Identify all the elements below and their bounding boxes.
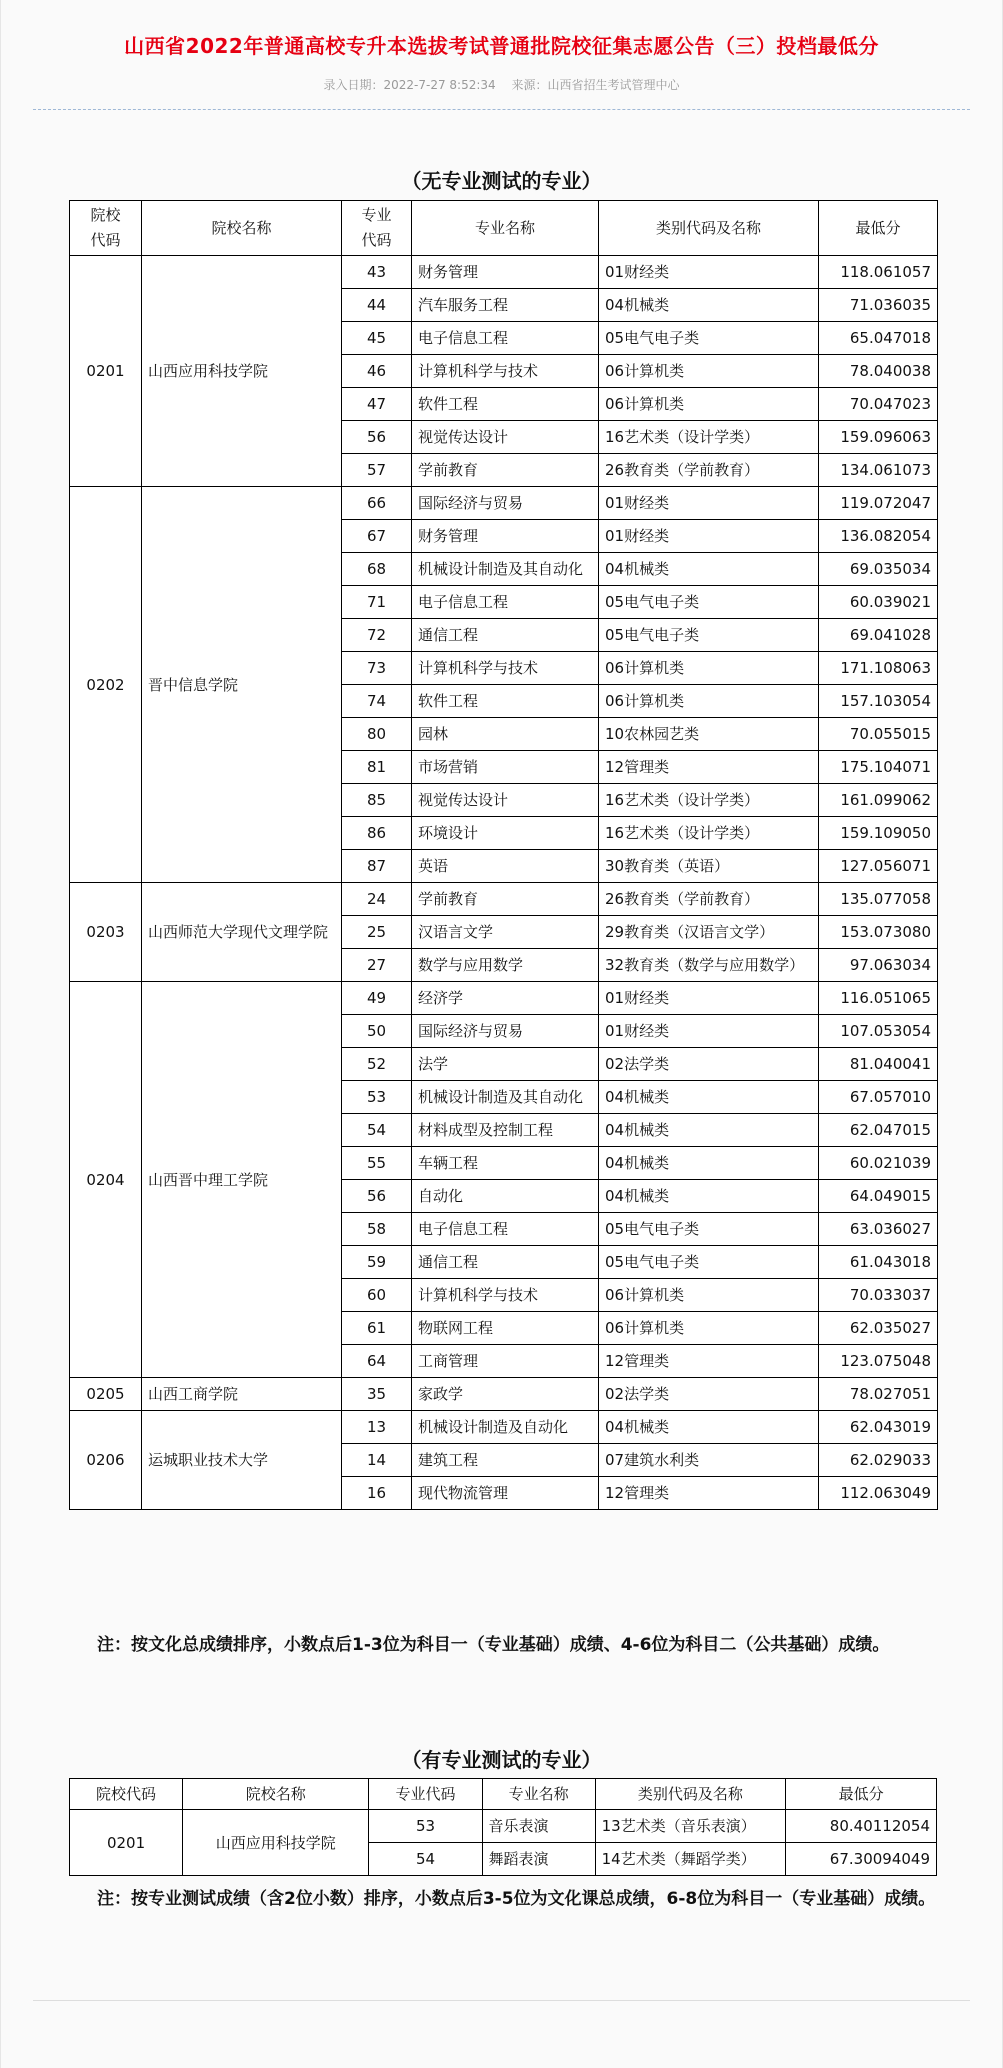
category: 26教育类（学前教育） (599, 454, 819, 487)
min-score: 127.056071 (819, 850, 938, 883)
major-name: 材料成型及控制工程 (412, 1114, 599, 1147)
major-name: 数学与应用数学 (412, 949, 599, 982)
major-name: 工商管理 (412, 1345, 599, 1378)
major-name: 软件工程 (412, 388, 599, 421)
major-code: 13 (342, 1411, 412, 1444)
col-min-score-header: 最低分 (786, 1779, 937, 1810)
major-code: 56 (342, 1180, 412, 1213)
section2-subtitle: （有专业测试的专业） (401, 1748, 602, 1772)
min-score: 61.043018 (819, 1246, 938, 1279)
category: 06计算机类 (599, 355, 819, 388)
min-score: 175.104071 (819, 751, 938, 784)
category: 26教育类（学前教育） (599, 883, 819, 916)
category: 12管理类 (599, 1477, 819, 1510)
category: 14艺术类（舞蹈学类） (595, 1843, 786, 1876)
school-code: 0206 (70, 1411, 142, 1510)
major-code: 64 (342, 1345, 412, 1378)
school-code: 0201 (70, 256, 142, 487)
category: 13艺术类（音乐表演） (595, 1810, 786, 1843)
school-name: 山西工商学院 (142, 1378, 342, 1411)
school-code: 0202 (70, 487, 142, 883)
table-body (70, 256, 938, 1510)
min-score: 118.061057 (819, 256, 938, 289)
major-name: 环境设计 (412, 817, 599, 850)
major-name: 家政学 (412, 1378, 599, 1411)
min-score: 78.027051 (819, 1378, 938, 1411)
min-score: 78.040038 (819, 355, 938, 388)
major-code: 44 (342, 289, 412, 322)
col-category-header: 类别代码及名称 (599, 201, 819, 256)
category: 05电气电子类 (599, 619, 819, 652)
major-code: 49 (342, 982, 412, 1015)
category: 04机械类 (599, 1147, 819, 1180)
major-name: 电子信息工程 (412, 586, 599, 619)
major-name: 通信工程 (412, 1246, 599, 1279)
school-name: 山西应用科技学院 (142, 256, 342, 487)
major-code: 24 (342, 883, 412, 916)
category: 04机械类 (599, 1411, 819, 1444)
major-code: 52 (342, 1048, 412, 1081)
major-code: 53 (342, 1081, 412, 1114)
major-code: 80 (342, 718, 412, 751)
min-score: 70.047023 (819, 388, 938, 421)
table-header (70, 1779, 937, 1810)
major-code: 55 (342, 1147, 412, 1180)
min-score: 71.036035 (819, 289, 938, 322)
col-school-name-header: 院校名称 (142, 201, 342, 256)
min-score: 70.033037 (819, 1279, 938, 1312)
major-code: 14 (342, 1444, 412, 1477)
category: 01财经类 (599, 487, 819, 520)
category: 05电气电子类 (599, 1246, 819, 1279)
section2-note: 注：按专业测试成绩（含2位小数）排序，小数点后3-5位为文化课总成绩，6-8位为科目一（专业基础）成绩。 (97, 1889, 936, 1909)
major-name: 电子信息工程 (412, 322, 599, 355)
scores-table-no-test (69, 200, 938, 1510)
table-row (70, 487, 938, 520)
major-code: 61 (342, 1312, 412, 1345)
major-name: 物联网工程 (412, 1312, 599, 1345)
major-code: 45 (342, 322, 412, 355)
col-major-name-header: 专业名称 (482, 1779, 595, 1810)
category: 04机械类 (599, 1114, 819, 1147)
major-code: 87 (342, 850, 412, 883)
major-name: 音乐表演 (482, 1810, 595, 1843)
category: 16艺术类（设计学类） (599, 784, 819, 817)
school-name: 晋中信息学院 (142, 487, 342, 883)
dashed-divider (33, 109, 970, 110)
category: 06计算机类 (599, 1312, 819, 1345)
major-code: 66 (342, 487, 412, 520)
school-code: 0205 (70, 1378, 142, 1411)
min-score: 112.063049 (819, 1477, 938, 1510)
min-score: 65.047018 (819, 322, 938, 355)
category: 32教育类（数学与应用数学） (599, 949, 819, 982)
category: 04机械类 (599, 289, 819, 322)
col-major-code-header: 专业 代码 (342, 201, 412, 256)
min-score: 157.103054 (819, 685, 938, 718)
major-name: 汽车服务工程 (412, 289, 599, 322)
major-code: 71 (342, 586, 412, 619)
major-name: 现代物流管理 (412, 1477, 599, 1510)
category: 01财经类 (599, 982, 819, 1015)
category: 30教育类（英语） (599, 850, 819, 883)
major-code: 25 (342, 916, 412, 949)
col-school-code-header: 院校代码 (70, 1779, 183, 1810)
min-score: 67.057010 (819, 1081, 938, 1114)
major-name: 园林 (412, 718, 599, 751)
category: 29教育类（汉语言文学） (599, 916, 819, 949)
min-score: 62.035027 (819, 1312, 938, 1345)
major-name: 汉语言文学 (412, 916, 599, 949)
min-score: 64.049015 (819, 1180, 938, 1213)
table-row (70, 1810, 937, 1843)
header-row (70, 201, 938, 256)
category: 06计算机类 (599, 1279, 819, 1312)
category: 02法学类 (599, 1048, 819, 1081)
major-name: 法学 (412, 1048, 599, 1081)
major-name: 国际经济与贸易 (412, 1015, 599, 1048)
min-score: 116.051065 (819, 982, 938, 1015)
category: 06计算机类 (599, 652, 819, 685)
min-score: 67.30094049 (786, 1843, 937, 1876)
min-score: 62.029033 (819, 1444, 938, 1477)
major-name: 视觉传达设计 (412, 421, 599, 454)
category: 06计算机类 (599, 685, 819, 718)
category: 05电气电子类 (599, 1213, 819, 1246)
major-name: 市场营销 (412, 751, 599, 784)
school-name: 山西应用科技学院 (183, 1810, 369, 1876)
category: 01财经类 (599, 1015, 819, 1048)
major-name: 建筑工程 (412, 1444, 599, 1477)
major-name: 机械设计制造及其自动化 (412, 1081, 599, 1114)
min-score: 60.021039 (819, 1147, 938, 1180)
major-code: 72 (342, 619, 412, 652)
table-row (70, 982, 938, 1015)
min-score: 62.043019 (819, 1411, 938, 1444)
major-name: 学前教育 (412, 454, 599, 487)
min-score: 80.40112054 (786, 1810, 937, 1843)
major-name: 舞蹈表演 (482, 1843, 595, 1876)
major-code: 53 (369, 1810, 482, 1843)
major-name: 车辆工程 (412, 1147, 599, 1180)
section1-note: 注：按文化总成绩排序，小数点后1-3位为科目一（专业基础）成绩、4-6位为科目二（公共基础）成绩。 (97, 1635, 890, 1655)
col-major-code-header: 专业代码 (369, 1779, 482, 1810)
min-score: 134.061073 (819, 454, 938, 487)
col-min-score-header: 最低分 (819, 201, 938, 256)
min-score: 159.109050 (819, 817, 938, 850)
major-code: 68 (342, 553, 412, 586)
min-score: 69.041028 (819, 619, 938, 652)
major-code: 35 (342, 1378, 412, 1411)
category: 01财经类 (599, 256, 819, 289)
major-name: 视觉传达设计 (412, 784, 599, 817)
major-code: 56 (342, 421, 412, 454)
major-code: 85 (342, 784, 412, 817)
major-code: 58 (342, 1213, 412, 1246)
table-row (70, 883, 938, 916)
major-name: 计算机科学与技术 (412, 1279, 599, 1312)
major-code: 74 (342, 685, 412, 718)
min-score: 62.047015 (819, 1114, 938, 1147)
major-name: 计算机科学与技术 (412, 355, 599, 388)
scores-table-with-test (69, 1778, 937, 1876)
major-code: 46 (342, 355, 412, 388)
article-meta (1, 76, 1002, 93)
min-score: 70.055015 (819, 718, 938, 751)
col-major-name-header: 专业名称 (412, 201, 599, 256)
school-code: 0203 (70, 883, 142, 982)
major-name: 财务管理 (412, 256, 599, 289)
category: 06计算机类 (599, 388, 819, 421)
category: 12管理类 (599, 1345, 819, 1378)
major-code: 73 (342, 652, 412, 685)
col-school-code-header: 院校 代码 (70, 201, 142, 256)
entry-date: 录入日期：2022-7-27 8:52:34 (323, 78, 496, 92)
major-name: 机械设计制造及自动化 (412, 1411, 599, 1444)
col-school-name-header: 院校名称 (183, 1779, 369, 1810)
major-code: 67 (342, 520, 412, 553)
major-code: 81 (342, 751, 412, 784)
major-code: 27 (342, 949, 412, 982)
major-code: 54 (342, 1114, 412, 1147)
col-category-header: 类别代码及名称 (595, 1779, 786, 1810)
school-code: 0204 (70, 982, 142, 1378)
source: 来源：山西省招生考试管理中心 (511, 78, 680, 92)
header-row (70, 1779, 937, 1810)
min-score: 81.040041 (819, 1048, 938, 1081)
min-score: 60.039021 (819, 586, 938, 619)
min-score: 159.096063 (819, 421, 938, 454)
major-code: 16 (342, 1477, 412, 1510)
category: 05电气电子类 (599, 322, 819, 355)
page-title: 山西省2022年普通高校专升本选拔考试普通批院校征集志愿公告（三）投档最低分 (124, 34, 879, 58)
min-score: 123.075048 (819, 1345, 938, 1378)
category: 07建筑水利类 (599, 1444, 819, 1477)
major-name: 国际经济与贸易 (412, 487, 599, 520)
footer-divider (33, 2000, 970, 2001)
category: 04机械类 (599, 553, 819, 586)
category: 04机械类 (599, 1180, 819, 1213)
category: 01财经类 (599, 520, 819, 553)
min-score: 119.072047 (819, 487, 938, 520)
section1-subtitle: （无专业测试的专业） (401, 169, 602, 193)
min-score: 107.053054 (819, 1015, 938, 1048)
category: 12管理类 (599, 751, 819, 784)
major-name: 财务管理 (412, 520, 599, 553)
major-name: 通信工程 (412, 619, 599, 652)
table-header (70, 201, 938, 256)
table-body (70, 1810, 937, 1876)
min-score: 69.035034 (819, 553, 938, 586)
category: 10农林园艺类 (599, 718, 819, 751)
table-row (70, 1411, 938, 1444)
major-name: 自动化 (412, 1180, 599, 1213)
major-name: 机械设计制造及其自动化 (412, 553, 599, 586)
major-code: 50 (342, 1015, 412, 1048)
major-code: 57 (342, 454, 412, 487)
category: 16艺术类（设计学类） (599, 421, 819, 454)
school-name: 山西师范大学现代文理学院 (142, 883, 342, 982)
major-code: 47 (342, 388, 412, 421)
category: 05电气电子类 (599, 586, 819, 619)
school-name: 山西晋中理工学院 (142, 982, 342, 1378)
major-name: 经济学 (412, 982, 599, 1015)
table-row (70, 256, 938, 289)
major-code: 60 (342, 1279, 412, 1312)
category: 02法学类 (599, 1378, 819, 1411)
major-name: 英语 (412, 850, 599, 883)
major-name: 学前教育 (412, 883, 599, 916)
school-name: 运城职业技术大学 (142, 1411, 342, 1510)
min-score: 161.099062 (819, 784, 938, 817)
min-score: 97.063034 (819, 949, 938, 982)
school-code: 0201 (70, 1810, 183, 1876)
category: 16艺术类（设计学类） (599, 817, 819, 850)
major-name: 电子信息工程 (412, 1213, 599, 1246)
min-score: 135.077058 (819, 883, 938, 916)
min-score: 136.082054 (819, 520, 938, 553)
major-code: 43 (342, 256, 412, 289)
major-code: 54 (369, 1843, 482, 1876)
min-score: 171.108063 (819, 652, 938, 685)
major-name: 软件工程 (412, 685, 599, 718)
major-name: 计算机科学与技术 (412, 652, 599, 685)
min-score: 153.073080 (819, 916, 938, 949)
min-score: 63.036027 (819, 1213, 938, 1246)
major-code: 59 (342, 1246, 412, 1279)
major-code: 86 (342, 817, 412, 850)
category: 04机械类 (599, 1081, 819, 1114)
table-row (70, 1378, 938, 1411)
